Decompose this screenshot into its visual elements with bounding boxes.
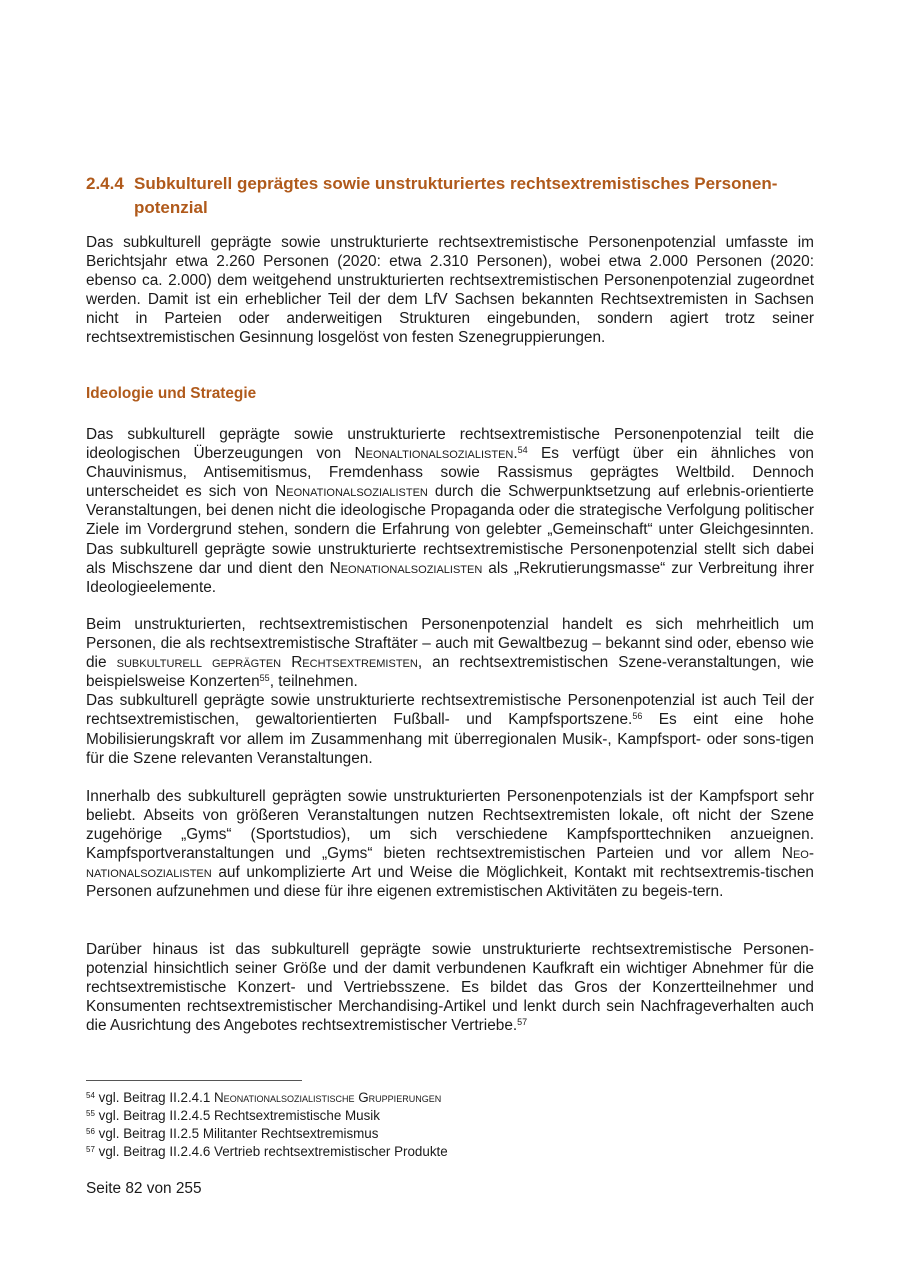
paragraph-6: [86, 940, 814, 1035]
p2-text-b: .: [513, 445, 518, 463]
p5-text-b: auf unkomplizierte Art und Weise die Möglichkeit, Kontakt mit rechtsextremis-tischen Personen aufzunehmen und diese für ihre eigenen extremistischen Aktivitäten zu begeis-tern.: [86, 864, 814, 901]
section-heading: [86, 172, 814, 220]
paragraph-1-text: Das subkulturell geprägte sowie unstrukturierte rechtsextremistische Personenpotenzial umfasste im Berichtsjahr etwa 2.260 Personen (2020: etwa 2.310 Personen), wobei etwa 2.000 Personen (2020: ebenso ca. 2.000) dem weitgehend unstrukturierten rechtsextremistischen Personenpotenzial zugeordnet werden. Damit ist ein erheblicher Teil der dem LfV Sachsen bekannten Rechtsextremisten in Sachsen nicht in Parteien oder anderweitigen Strukturen eingebunden, sondern agiert trotz seiner rechtsextremistischen Gesinnung losgelöst von festen Szenegruppierungen.: [86, 234, 814, 347]
paragraph-3: [86, 615, 814, 768]
footnote-ref-55[interactable]: 55: [259, 673, 270, 684]
footnote-ref-56[interactable]: 56: [632, 711, 643, 722]
p2-text-e: als „Rekrutierungsmasse“ zur Verbreitung ihrer Ideologieelemente.: [86, 559, 814, 596]
p5-text-a: Innerhalb des subkulturell geprägten sowie unstrukturierten Personenpotenzials ist der Kampfsport sehr beliebt. Abseits von größeren Veranstaltungen nutzen Rechtsextremisten lokale, oft nicht der Szene zugehörige „Gyms“ (Sportstudios), um sich verschiedene Kampfsporttechniken anzueignen. Kampfsportveranstaltungen und „Gyms“ bieten rechtsextremistischen Parteien und vor allem: [86, 788, 814, 863]
p3-text-b: , an rechtsextremistischen Szene-veranstaltungen, wie beispielsweise Konzerten: [86, 654, 814, 691]
p4-text-b: Es eint eine hohe Mobilisierungskraft vor allem im Zusammenhang mit überregionalen Musik-, Kampfsport- oder sons-tigen für die Szene relevanten Veranstaltungen.: [86, 711, 814, 767]
footnote-55: $^{55}$ vgl. Beitrag II.2.4.5 Rechtsextremistische Musik: [86, 1108, 380, 1123]
page-number: Seite 82 von 255: [86, 1180, 202, 1197]
paragraph-1: [86, 233, 814, 348]
footnote-ref-54[interactable]: 54: [517, 445, 528, 456]
section-number: 2.4.4: [86, 174, 124, 193]
p4-text-a: Das subkulturell geprägte sowie unstrukturierte rechtsextremistische Personenpotenzial ist auch Teil der rechtsextremistischen, gewaltorientierten Fußball- und Kampfsportszene.: [86, 692, 814, 729]
footnote-57: $^{57}$ vgl. Beitrag II.2.4.6 Vertrieb rechtsextremistischer Produkte: [86, 1144, 448, 1159]
p5-smallcaps-1: Neo-nationalsozialisten: [86, 845, 814, 882]
p2-text-d: durch die Schwerpunktsetzung auf erlebnis-orientierte Veranstaltungen, bei denen nicht die ideologische Propaganda oder die strategische Verfolgung politischer Ziele im Vordergrund stehen, sondern die Erfahrung von gelebter „Gemeinschaft“ unter Gleichgesinnten. Das subkulturell geprägte sowie unstrukturierte rechtsextremistische Personenpotenzial stellt sich dabei als Mischszene dar und dient den: [86, 483, 814, 577]
p6-text-a: Darüber hinaus ist das subkulturell geprägte sowie unstrukturierte rechtsextremistische Personen-potenzial hinsichtlich seiner Größe und der damit verbundenen Kaufkraft ein wichtiger Abnehmer für die rechtsextremistische Konzert- und Vertriebsszene. Es bildet das Gros der Konzertteilnehmer und Konsumenten rechtsextremistischer Merchandising-Artikel und lenkt durch sein Nachfrageverhalten auch die Ausrichtung des Angebotes rechtsextremistischer Vertriebe.: [86, 941, 814, 1035]
subheading-block: [86, 385, 814, 403]
p3-text-a: Beim unstrukturierten, rechtsextremistischen Personenpotenzial handelt es sich mehrheitlich um Personen, die als rechtsextremistische Straftäter – auch mit Gewaltbezug – bekannt sind oder, ebenso wie die: [86, 616, 814, 672]
footnote-divider: [86, 1080, 302, 1081]
footnote-56: $^{56}$ vgl. Beitrag II.2.5 Militanter Rechtsextremismus: [86, 1126, 379, 1141]
section-title-line2: potenzial: [134, 198, 208, 217]
section-title-line1: Subkulturell geprägtes sowie unstrukturiertes rechtsextremistisches Personen-: [134, 174, 778, 193]
p2-smallcaps-1: Neonaltionalsozialisten: [354, 445, 514, 463]
footnote-ref-57[interactable]: 57: [517, 1017, 528, 1028]
subheading: Ideologie und Strategie: [86, 385, 257, 402]
p2-smallcaps-3: Neonationalsozialisten: [329, 559, 483, 577]
p2-smallcaps-2: Neonationalsozialisten: [275, 483, 428, 501]
paragraph-2: [86, 425, 814, 597]
paragraph-5: [86, 787, 814, 902]
p3-smallcaps-1: subkulturell geprägten Rechtsextremisten: [116, 654, 418, 672]
p2-text-a: Das subkulturell geprägte sowie unstrukturierte rechtsextremistische Personenpotenzial teilt die ideologischen Überzeugungen von: [86, 426, 814, 463]
p2-text-c: Es verfügt über ein ähnliches von Chauvinismus, Antisemitismus, Fremdenhass sowie Rassismus geprägtes Weltbild. Dennoch unterscheidet es sich von: [86, 445, 814, 501]
footnote-54: $^{54}$ vgl. Beitrag II.2.4.1 Neonationalsozialistische Gruppierungen: [86, 1090, 442, 1105]
p3-text-c: , teilnehmen.: [269, 673, 358, 691]
